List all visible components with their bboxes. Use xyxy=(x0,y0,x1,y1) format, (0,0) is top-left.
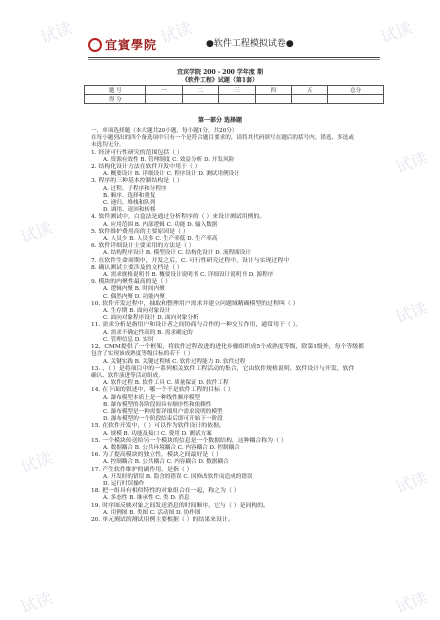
text-line: C. 瀑布模型是一种需要详细用户需求说明的模型 xyxy=(103,408,223,415)
text-line: 13. 、（ ）是将项目中的一系列相关软件工程活动的集合，它由软件规格说明、软件设计与开发、软件 xyxy=(91,365,355,372)
text-line: A. 开发时的错误 B. 隐含的错误 C. 因修改软件而造成的错误 xyxy=(103,473,253,480)
seal-icon xyxy=(88,38,102,52)
text-line: C. 面向对象程序设计 D. 面向对象分析 xyxy=(103,315,199,322)
text-line: A. 人员少 B. 人员多 C. 生产率低 D. 生产率高 xyxy=(103,236,218,243)
score-cell: 三 xyxy=(219,86,255,95)
text-line: 6. 软件详细设计主要采用的方法是（ ） xyxy=(91,243,195,250)
question-body xyxy=(91,128,376,524)
score-cell xyxy=(182,95,218,104)
text-line: A. 用例图 B. 类图 C. 活动图 D. 协作图 xyxy=(103,509,201,516)
score-cell: 得 分 xyxy=(85,95,146,104)
watermark: 试读 xyxy=(393,468,430,497)
watermark: 试读 xyxy=(18,448,55,477)
text-line: A. 需求不确定性高的 B. 需求确定的 xyxy=(103,329,193,336)
text-line: A. 需求规格说明书 B. 概要设计说明书 C. 详细设计说明书 D. 源程序 xyxy=(103,272,274,279)
text-line: A. 资源有效性 B. 管理制度 C. 效益分析 D. 开发风险 xyxy=(103,156,235,163)
watermark: 试读 xyxy=(393,148,430,177)
text-line: C. 管理信息 D. 实时 xyxy=(103,336,154,343)
score-cell: 二 xyxy=(182,86,218,95)
text-line: 5. 软件维护费用高的主要原因是（ ） xyxy=(91,228,189,235)
part-title: 第一部分 选择题 xyxy=(197,117,243,124)
text-line: A. 规模 B. 功能及接口 C. 费用 D. 测试方案 xyxy=(103,430,212,437)
text-line: 8. 确认测试主要涉及的文档是（ ） xyxy=(91,264,183,271)
text-line: 16. 为了提高模块的独立性，模块之间最好是（ ） xyxy=(91,452,222,459)
text-line: 1. 经济可行性研究的范围包括（ ） xyxy=(91,149,183,156)
text-line: 4. 软件测试中，白盒法是通过分析程序的（ ）来设计测试用例的。 xyxy=(91,214,266,221)
text-line: A. 控制耦合 B. 公共耦合 C. 内容耦合 D. 数据耦合 xyxy=(103,459,229,466)
text-line: A. 过程、子程序和分程序 xyxy=(103,185,167,192)
score-cell xyxy=(292,95,328,104)
watermark: 试读 xyxy=(158,18,195,47)
header-rule xyxy=(88,57,380,58)
text-line: 12、CMM提供了一个框架，将软件过程改进的进化步骤组织成5个成熟度等级，除第1级外，每个等级都 xyxy=(91,344,365,351)
text-line: C. 递归、堆栈和队列 xyxy=(103,200,156,207)
text-line: 7. 在软件生命周期中，开发之后，C. 可行性研究过程中，设计与实现过程中 xyxy=(91,257,290,264)
text-line: 2. 结构化设计方法在软件开发中用于（ ） xyxy=(91,164,201,171)
score-cell: 五 xyxy=(292,86,328,95)
text-line: B. 瀑布模型的各阶段间具有顺序性和依赖性 xyxy=(103,401,212,408)
text-line: 14. 在下面的叙述中，哪一个不是软件工程的目标（ ） xyxy=(91,387,234,394)
text-line: 15. 在软件开发中，（ ）可以作为软件设计的依据。 xyxy=(91,423,225,430)
text-line: A. 瀑布模型本质上是一种线性顺序模型 xyxy=(103,394,201,401)
score-row-header xyxy=(85,86,384,95)
text-line: 未选均无分。 xyxy=(91,142,125,149)
text-line: A. 结构程序设计 B. 模型设计 C. 结构化设计 D. 流程图设计 xyxy=(103,250,251,257)
text-line: A. 应用范围 B. 内部逻辑 C. 功能 D. 输入数据 xyxy=(103,221,218,228)
watermark: 试读 xyxy=(393,588,430,617)
text-line: 19. 时序图反映对象之间发送消息的时间顺序，它与（ ）是同构的。 xyxy=(91,502,270,509)
watermark: 试读 xyxy=(393,298,430,327)
document-title: ●软件工程模拟试卷● xyxy=(206,39,294,49)
text-line: A. 多态性 B. 继承性 C. 类 D. 消息 xyxy=(103,495,190,502)
text-line: 3. 程序的三种基本控制结构是（ ） xyxy=(91,178,183,185)
school-logo xyxy=(88,36,157,53)
text-line: D. 调用、返回和转移 xyxy=(103,207,156,214)
exam-title: 《软件工程》试题（第1套） xyxy=(181,77,259,84)
text-line: A. 概要设计 B. 详细设计 C. 程序设计 D. 测试用例设计 xyxy=(103,171,240,178)
score-cell xyxy=(146,95,182,104)
watermark: 试读 xyxy=(18,218,55,247)
text-line: A. 数据耦合 B. 公共环境耦合 C. 内容耦合 D. 控制耦合 xyxy=(103,444,240,451)
watermark: 试读 xyxy=(18,588,55,617)
text-line: 11. 需求分析是指用户和设计者之间协商与合作的一种交互作用，通常用于（ ）。 xyxy=(91,322,302,329)
score-cell xyxy=(219,95,255,104)
text-line: 10. 软件开发过程中，抽取和整理用户需求并建立问题域精确模型的过程叫（ ） xyxy=(91,300,299,307)
text-line: C. 偶然内聚 D. 功能内聚 xyxy=(103,293,166,300)
score-row-values xyxy=(85,95,384,104)
text-line: 在每小题列出的四个备选项中只有一个是符合题目要求的，请将其代码填写在题后的括号内。错选、多选或 xyxy=(91,135,354,142)
score-table xyxy=(84,85,384,104)
header-rule-secondary xyxy=(88,59,380,60)
text-line: 18. 把一组具有相似特性的对象组合在一起，称之为（ ） xyxy=(91,488,240,495)
text-line: 一、单项选择题（本大题共20小题，每小题1分，共20分） xyxy=(91,128,238,134)
text-line: 17. 产生软件维护的副作用，是指（ ） xyxy=(91,466,193,473)
exam-term: 宜宾学院 200 - 200 学年度 期 xyxy=(177,69,263,76)
text-line: 20. 单元测试的测试用例主要根据（ ）的结果来设计。 xyxy=(91,516,234,523)
watermark: 试读 xyxy=(38,18,75,47)
logo-text: 宜賓學院 xyxy=(105,38,158,52)
text-line: B. 顺序、选择和重复 xyxy=(103,192,156,199)
text-line: 9. 模块的内聚性最高的是（ ） xyxy=(91,279,172,286)
text-line: A. 软件过程 B. 软件工具 C. 质量保证 D. 软件工程 xyxy=(103,380,229,387)
score-cell xyxy=(255,95,291,104)
score-cell: 总分 xyxy=(328,86,384,95)
text-line: D. 瀑布模型的一个阶段结束后即可开始下一阶段 xyxy=(103,416,223,423)
score-cell: 一 xyxy=(146,86,182,95)
text-line: 包含了实现该成熟度等级目标的若干（ ） xyxy=(91,351,194,358)
watermark: 试读 xyxy=(378,18,415,47)
text-line: A. 关键实践 B. 关键过程域 C. 软件过程能力 D. 软件过程 xyxy=(103,358,246,365)
text-line: 15. 一个模块传送给另一个模块的信息是一个数据结构，这种耦合称为（ ） xyxy=(91,437,287,444)
text-line: A. 逻辑内聚 B. 时间内聚 xyxy=(103,286,165,293)
text-line: 确认、软件演进等活动组成。 xyxy=(91,372,164,379)
score-cell xyxy=(328,95,384,104)
text-line: A. 生存期 B. 面向对象设计 xyxy=(103,308,171,315)
score-cell: 题 号 xyxy=(85,86,146,95)
score-cell: 四 xyxy=(255,86,291,95)
text-line: D. 运行时误操作 xyxy=(103,480,145,487)
